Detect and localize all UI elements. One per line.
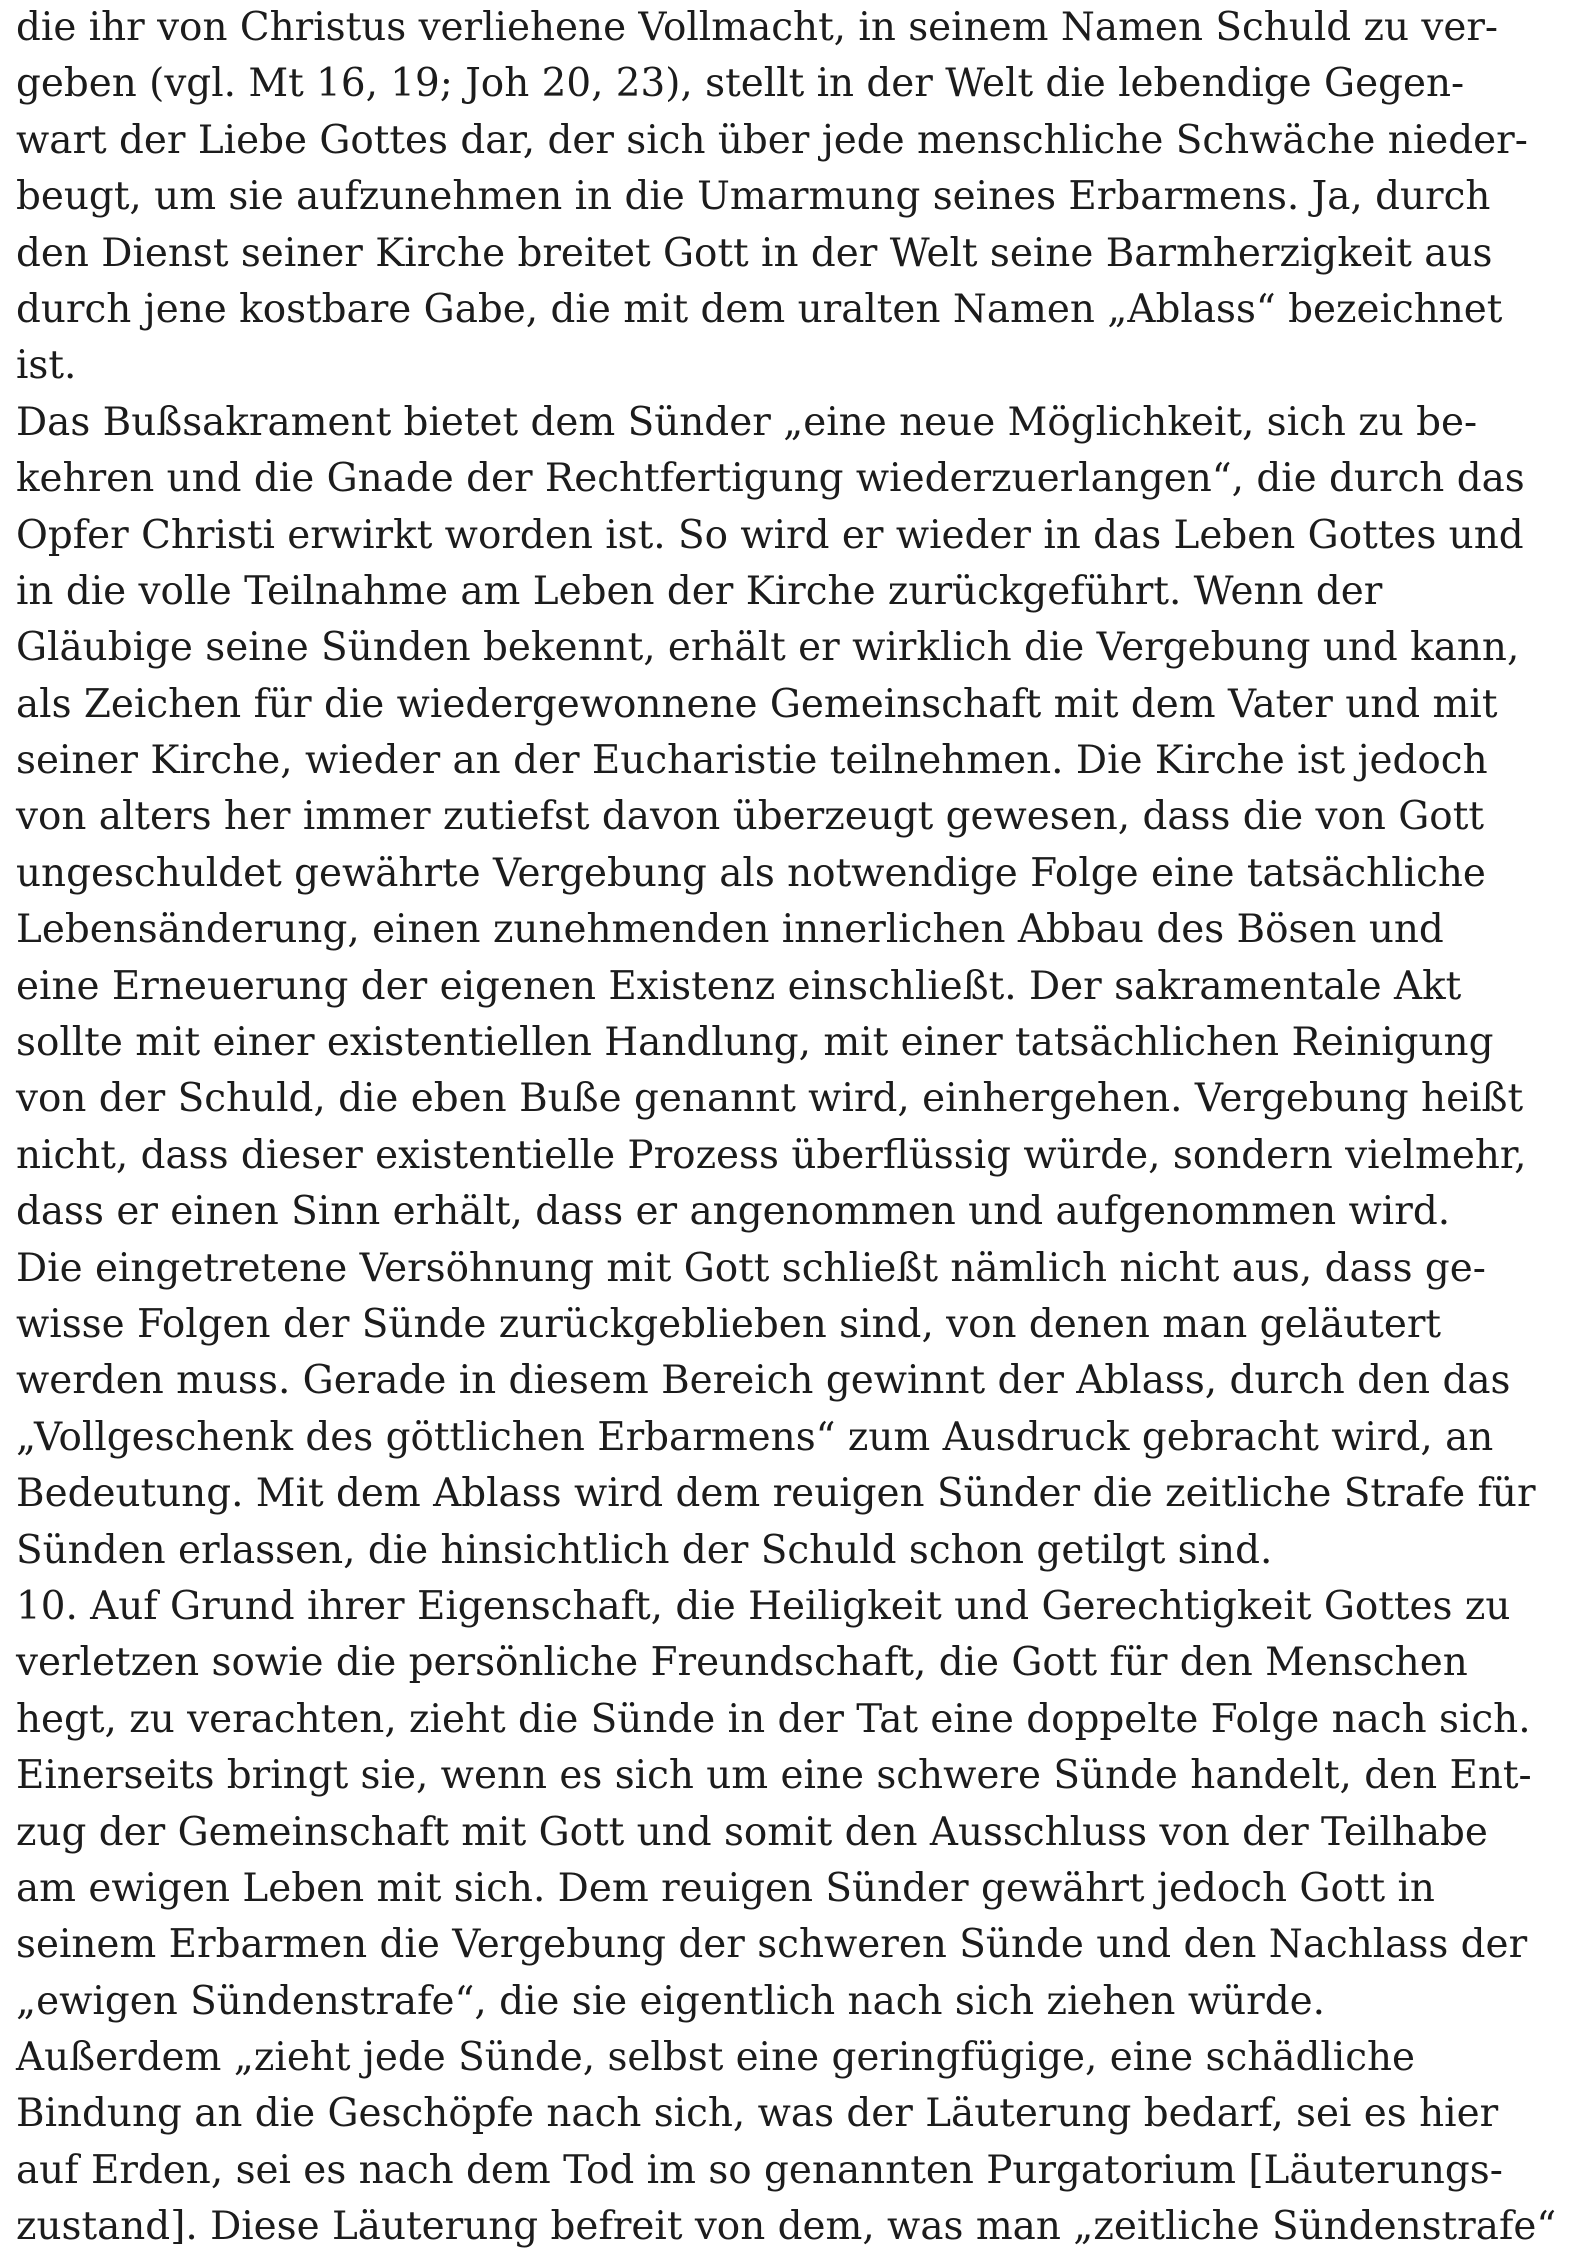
text-line: Sünden erlassen, die hinsichtlich der Schuld schon getilgt sind. — [16, 1527, 1273, 1573]
text-line: seiner Kirche, wieder an der Eucharistie teilnehmen. Die Kirche ist jedoch — [16, 738, 1488, 784]
text-line: 10. Auf Grund ihrer Eigenschaft, die Heiligkeit und Gerechtigkeit Gottes zu — [16, 1583, 1511, 1629]
text-line: zustand]. Diese Läuterung befreit von dem, was man „zeitliche Sündenstrafe“ — [16, 2204, 1557, 2250]
text-line: Bedeutung. Mit dem Ablass wird dem reuigen Sünder die zeitliche Strafe für — [16, 1471, 1536, 1517]
text-line: sollte mit einer existentiellen Handlung, mit einer tatsächlichen Reinigung — [16, 1020, 1494, 1066]
text-line: geben (vgl. Mt 16, 19; Joh 20, 23), stellt in der Welt die lebendige Gegen- — [16, 61, 1465, 107]
text-line: kehren und die Gnade der Rechtfertigung wiederzuerlangen“, die durch das — [16, 456, 1525, 502]
text-line: Bindung an die Geschöpfe nach sich, was der Läuterung bedarf, sei es hier — [16, 2091, 1499, 2137]
text-line: hegt, zu verachten, zieht die Sünde in der Tat eine doppelte Folge nach sich. — [16, 1696, 1531, 1742]
text-line: dass er einen Sinn erhält, dass er angenommen und aufgenommen wird. — [16, 1189, 1451, 1235]
text-line: eine Erneuerung der eigenen Existenz einschließt. Der sakramentale Akt — [16, 963, 1462, 1009]
text-line: Gläubige seine Sünden bekennt, erhält er wirklich die Vergebung und kann, — [16, 625, 1520, 671]
text-line: Einerseits bringt sie, wenn es sich um eine schwere Sünde handelt, den Ent- — [16, 1753, 1532, 1799]
text-line: ist. — [16, 343, 77, 389]
text-line: ungeschuldet gewährte Vergebung als notwendige Folge eine tatsächliche — [16, 850, 1486, 896]
text-line: als Zeichen für die wiedergewonnene Gemeinschaft mit dem Vater und mit — [16, 681, 1498, 727]
text-line: wart der Liebe Gottes dar, der sich über jede menschliche Schwäche nieder- — [16, 117, 1528, 163]
text-line: Opfer Christi erwirkt worden ist. So wird er wieder in das Leben Gottes und — [16, 512, 1524, 558]
text-line: beugt, um sie aufzunehmen in die Umarmung seines Erbarmens. Ja, durch — [16, 174, 1491, 220]
text-line: von der Schuld, die eben Buße genannt wird, einhergehen. Vergebung heißt — [16, 1076, 1524, 1122]
text-line: die ihr von Christus verliehene Vollmacht, in seinem Namen Schuld zu ver- — [16, 5, 1499, 50]
text-line: werden muss. Gerade in diesem Bereich gewinnt der Ablass, durch den das — [16, 1358, 1511, 1404]
text-line: den Dienst seiner Kirche breitet Gott in der Welt seine Barmherzigkeit aus — [16, 230, 1493, 276]
body-text — [16, 0, 1576, 2256]
text-line: Die eingetretene Versöhnung mit Gott schließt nämlich nicht aus, dass ge- — [16, 1245, 1486, 1291]
text-line: durch jene kostbare Gabe, die mit dem uralten Namen „Ablass“ bezeichnet — [16, 286, 1503, 332]
text-line: „ewigen Sündenstrafe“, die sie eigentlich nach sich ziehen würde. — [16, 1978, 1325, 2024]
text-line: Außerdem „zieht jede Sünde, selbst eine geringfügige, eine schädliche — [16, 2035, 1416, 2081]
text-line: in die volle Teilnahme am Leben der Kirche zurückgeführt. Wenn der — [16, 568, 1383, 614]
text-line: wisse Folgen der Sünde zurückgeblieben sind, von denen man geläutert — [16, 1301, 1442, 1347]
text-line: auf Erden, sei es nach dem Tod im so genannten Purgatorium [Läuterungs- — [16, 2147, 1503, 2193]
text-line: Lebensänderung, einen zunehmenden innerlichen Abbau des Bösen und — [16, 907, 1444, 953]
text-line: Das Bußsakrament bietet dem Sünder „eine neue Möglichkeit, sich zu be- — [16, 399, 1478, 445]
text-line: von alters her immer zutiefst davon überzeugt gewesen, dass die von Gott — [16, 794, 1484, 840]
text-line: „Vollgeschenk des göttlichen Erbarmens“ zum Ausdruck gebracht wird, an — [16, 1414, 1494, 1460]
text-line: verletzen sowie die persönliche Freundschaft, die Gott für den Menschen — [16, 1640, 1468, 1686]
text-line: zug der Gemeinschaft mit Gott und somit den Ausschluss von der Teilhabe — [16, 1809, 1488, 1855]
text-line: am ewigen Leben mit sich. Dem reuigen Sünder gewährt jedoch Gott in — [16, 1865, 1435, 1911]
text-line: nicht, dass dieser existentielle Prozess überflüssig würde, sondern vielmehr, — [16, 1132, 1527, 1178]
text-line: seinem Erbarmen die Vergebung der schweren Sünde und den Nachlass der — [16, 1922, 1528, 1968]
